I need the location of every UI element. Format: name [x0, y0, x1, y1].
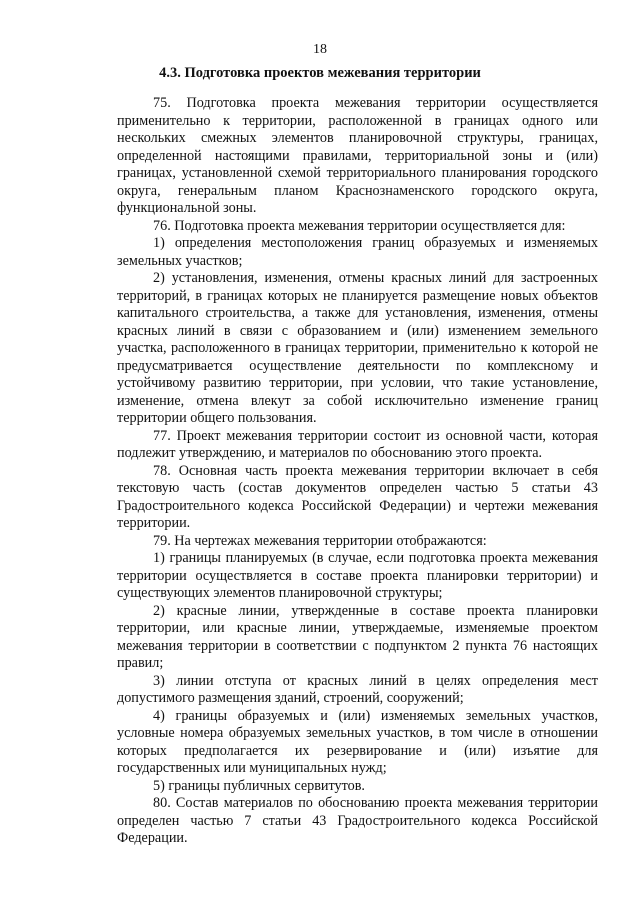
- paragraph-79-item-2: 2) красные линии, утвержденные в составе проекта планировки территории, или красные линии, утверждаемые, изменяемые проектом межевания территории в соответствии с подпунктом 2 пункта 76 настоящих правил;: [117, 602, 598, 671]
- paragraph-76: 76. Подготовка проекта межевания территории осуществляется для:: [153, 217, 566, 234]
- paragraph-75: 75. Подготовка проекта межевания территории осуществляется применительно к территории, расположенной в границах одного или нескольких смежных элементов планировочной структуры, границах, определенной настоящими правилами, территориальной зоны и (или) границах, установленной схемой территориального планирования городского округа, генеральным планом Краснознаменского городского округа, функциональной зоны.: [117, 95, 598, 216]
- paragraph-79: 79. На чертежах межевания территории отображаются:: [153, 532, 487, 549]
- document-body: [117, 95, 598, 848]
- paragraph-80: 80. Состав материалов по обоснованию проекта межевания территории определен частью 7 статьи 43 Градостроительного кодекса Российской Федерации.: [117, 795, 598, 846]
- paragraph-76-item-2: 2) установления, изменения, отмены красных линий для застроенных территорий, в границах которых не планируется размещение новых объектов капитального строительства, а также для установления, изменения, отмены красных линий в связи с образованием и (или) изменением земельного участка, расположенного в границах территории, применительно к которой не предусматривается осуществление деятельности по комплексному и устойчивому развитию территории, при условии, что такие установление, изменение, отмена влекут за собой исключительно изменение границ территории общего пользования.: [117, 270, 598, 426]
- paragraph-79-item-1: 1) границы планируемых (в случае, если подготовка проекта межевания территории осуществляется в составе проекта планировки территории) и существующих элементов планировочной структуры;: [117, 550, 598, 601]
- paragraph-78: 78. Основная часть проекта межевания территории включает в себя текстовую часть (состав документов определен частью 5 статьи 43 Градостроительного кодекса Российской Федерации) и чертежи межевания территории.: [117, 462, 598, 531]
- paragraph-76-item-1: 1) определения местоположения границ образуемых и изменяемых земельных участков;: [117, 235, 598, 269]
- paragraph-77: 77. Проект межевания территории состоит из основной части, которая подлежит утверждению, и материалов по обоснованию этого проекта.: [117, 427, 598, 461]
- section-heading: 4.3. Подготовка проектов межевания территории: [159, 65, 481, 81]
- page-number: 18: [313, 42, 327, 57]
- paragraph-79-item-3: 3) линии отступа от красных линий в целях определения мест допустимого размещения зданий, строений, сооружений;: [117, 672, 598, 706]
- paragraph-79-item-4: 4) границы образуемых и (или) изменяемых земельных участков, условные номера образуемых земельных участков, в том числе в отношении которых предполагается их резервирование и (или) изъятие для государственных или муниципальных нужд;: [117, 707, 598, 776]
- paragraph-79-item-5: 5) границы публичных сервитутов.: [153, 777, 365, 794]
